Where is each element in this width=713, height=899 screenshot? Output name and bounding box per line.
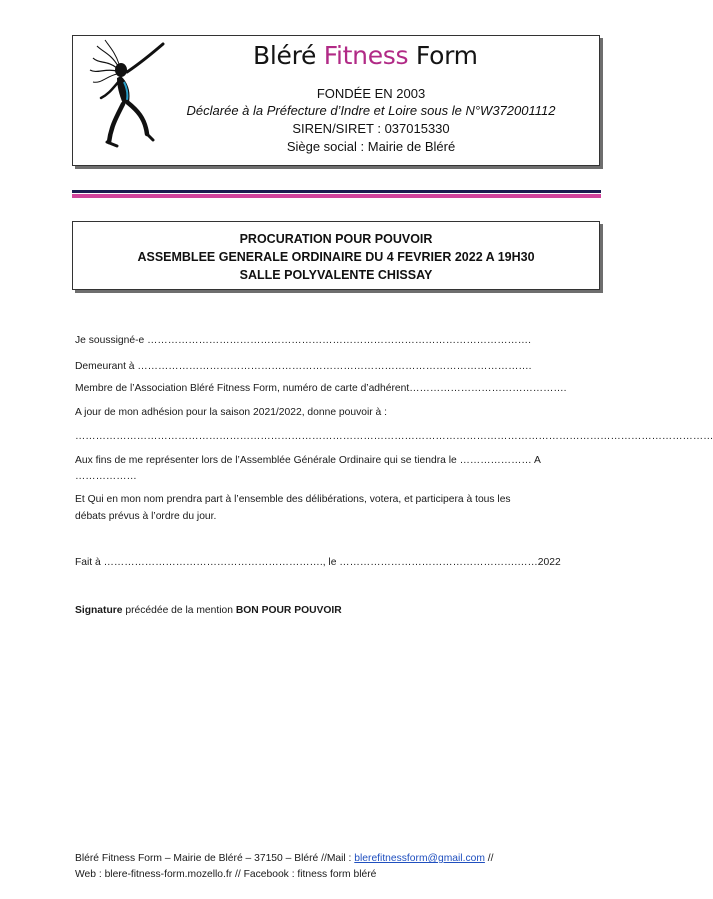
fins-line-2: ………………: [75, 471, 137, 482]
demeurant-field: Demeurant à …………………………………………………………………………………………………….: [75, 361, 532, 372]
footer-contact-line: [75, 853, 494, 864]
divider-dark-stripe: [72, 190, 601, 193]
footer-email-link[interactable]: blerefitnessform@gmail.com: [354, 853, 485, 864]
brand-part-fitness: Fitness: [323, 41, 409, 70]
footer-web-line: Web : blere-fitness-form.mozello.fr // Facebook : fitness form bléré: [75, 869, 377, 880]
divider-pink-stripe: [72, 194, 601, 198]
bon-pour-pouvoir: BON POUR POUVOIR: [235, 605, 342, 616]
footer-address: Bléré Fitness Form – Mairie de Bléré – 37150 – Bléré //Mail :: [75, 853, 355, 864]
fait-a-field: Fait à ………………………………………………………., le …………………………………………….……2022: [75, 557, 561, 568]
brand-part-form: Form: [415, 41, 478, 70]
prefecture-declaration: Déclarée à la Préfecture d’Indre et Loire sous le N°W372001112: [186, 103, 556, 118]
deliberation-line-1: Et Qui en mon nom prendra part à l’ensemble des délibérations, votera, et participera à tous les: [75, 494, 511, 505]
membre-field: Membre de l’Association Bléré Fitness Form, numéro de carte d’adhérent……………………………………….: [75, 383, 567, 394]
pouvoir-dotted-line: ……………………………………………………………………………………………………………………………………………………………………: [75, 431, 713, 442]
document-title-box: [72, 221, 600, 290]
signature-mention: [75, 605, 342, 616]
title-line-salle: SALLE POLYVALENTE CHISSAY: [239, 268, 433, 282]
signature-middle-text: précédée de la mention: [122, 605, 236, 616]
footer-separator: //: [484, 853, 494, 864]
siege-social: Siège social : Mairie de Bléré: [286, 139, 456, 154]
title-line-procuration: PROCURATION POUR POUVOIR: [239, 232, 433, 246]
soussigne-field: Je soussigné-e ………………………………………………………………………………………………….: [75, 335, 531, 346]
title-line-assemblee: ASSEMBLEE GENERALE ORDINAIRE DU 4 FEVRIER 2022 A 19H30: [137, 250, 535, 264]
brand-title: [253, 41, 478, 70]
founded-line: FONDÉE EN 2003: [316, 86, 426, 101]
brand-part-blere: Bléré: [253, 41, 317, 70]
adhesion-statement: A jour de mon adhésion pour la saison 2021/2022, donne pouvoir à :: [75, 407, 387, 418]
fins-line-1: Aux fins de me représenter lors de l’Assemblée Générale Ordinaire qui se tiendra le ………………… A: [75, 455, 541, 466]
deliberation-line-2: débats prévus à l’ordre du jour.: [75, 511, 217, 522]
siren-number: SIREN/SIRET : 037015330: [292, 121, 450, 136]
signature-label: Signature: [75, 605, 123, 616]
header-box: [72, 35, 600, 166]
